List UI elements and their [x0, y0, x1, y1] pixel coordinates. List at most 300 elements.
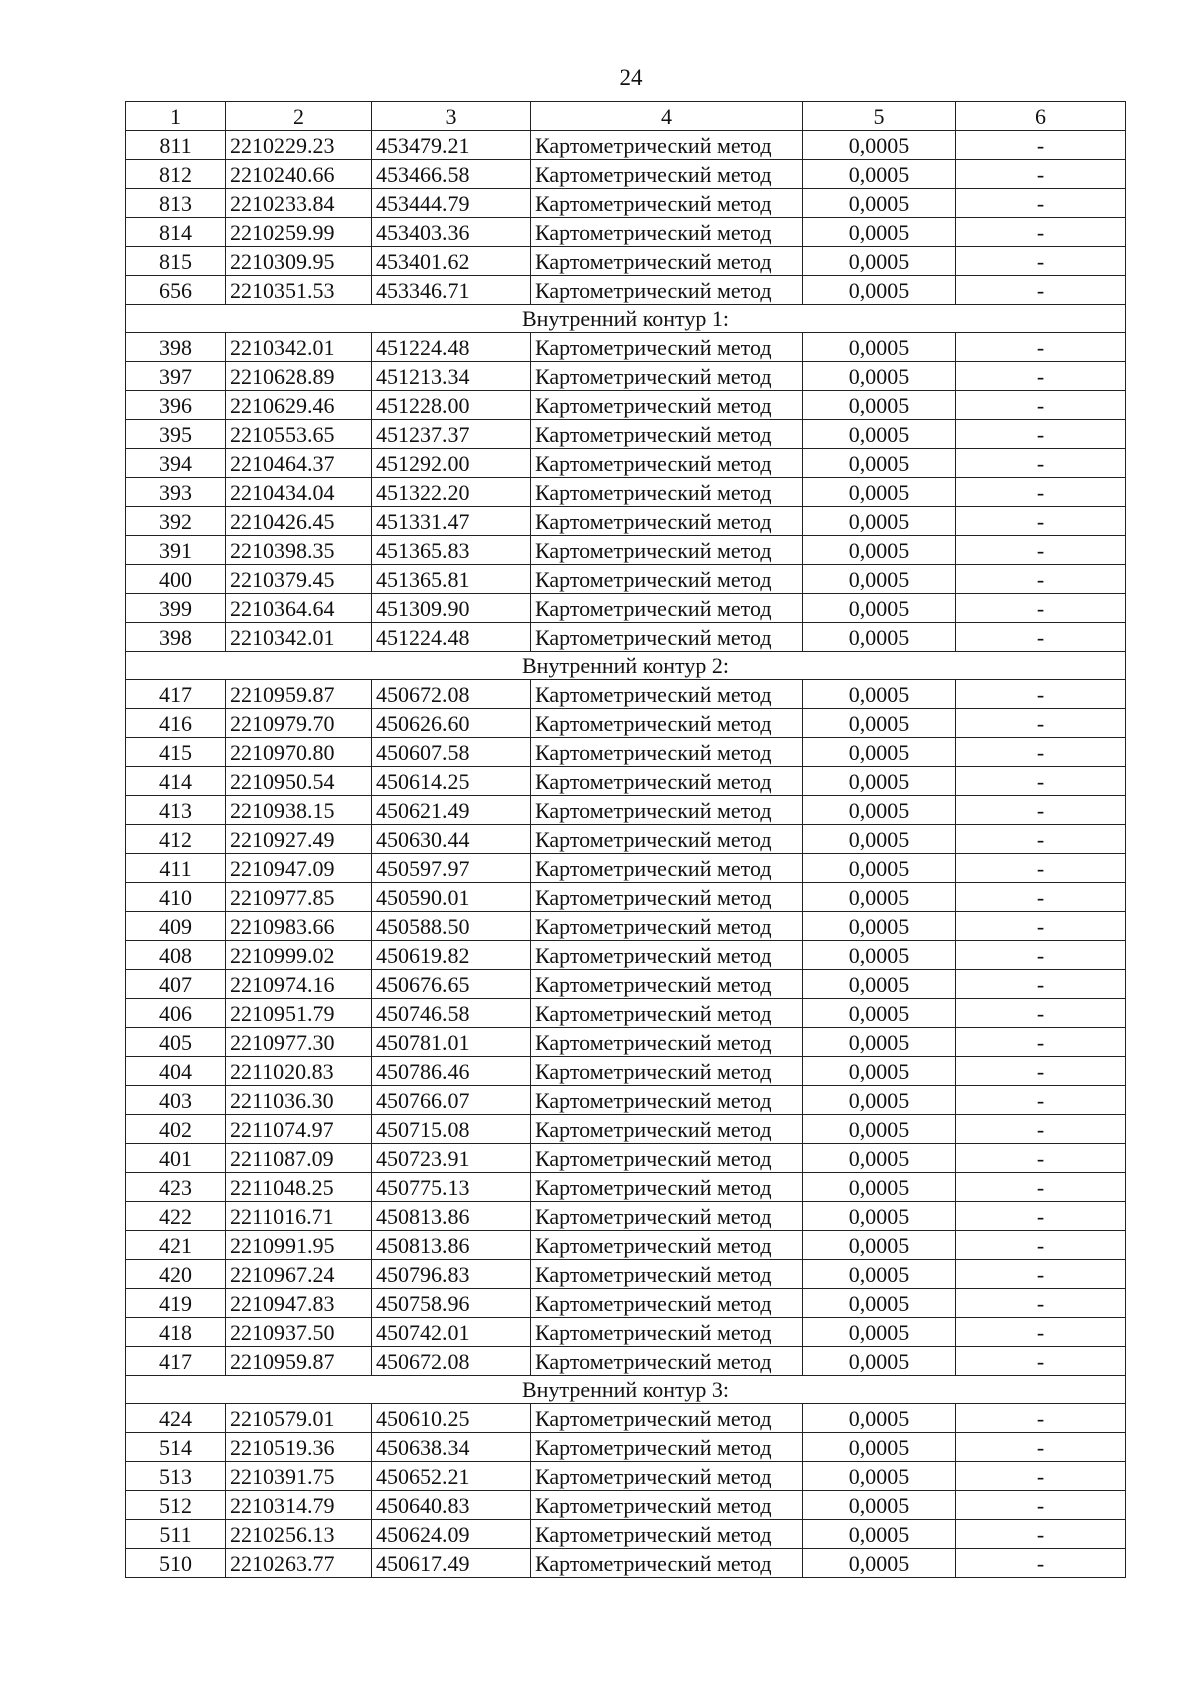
- note-cell: -: [956, 507, 1126, 536]
- method-cell: Картометрический метод: [531, 1549, 803, 1578]
- x-coordinate-cell: 2210553.65: [226, 420, 372, 449]
- y-coordinate-cell: 450597.97: [372, 854, 531, 883]
- y-coordinate-cell: 453346.71: [372, 276, 531, 305]
- x-coordinate-cell: 2211016.71: [226, 1202, 372, 1231]
- note-cell: -: [956, 333, 1126, 362]
- x-coordinate-cell: 2210426.45: [226, 507, 372, 536]
- x-coordinate-cell: 2210256.13: [226, 1520, 372, 1549]
- x-coordinate-cell: 2210951.79: [226, 999, 372, 1028]
- point-number-cell: 813: [126, 189, 226, 218]
- point-number-cell: 397: [126, 362, 226, 391]
- y-coordinate-cell: 451365.83: [372, 536, 531, 565]
- y-coordinate-cell: 450607.58: [372, 738, 531, 767]
- x-coordinate-cell: 2210229.23: [226, 131, 372, 160]
- accuracy-cell: 0,0005: [803, 999, 956, 1028]
- note-cell: -: [956, 883, 1126, 912]
- y-coordinate-cell: 450758.96: [372, 1289, 531, 1318]
- accuracy-cell: 0,0005: [803, 1086, 956, 1115]
- table-row: [126, 536, 1126, 565]
- note-cell: -: [956, 594, 1126, 623]
- method-cell: Картометрический метод: [531, 594, 803, 623]
- x-coordinate-cell: 2210464.37: [226, 449, 372, 478]
- x-coordinate-cell: 2210628.89: [226, 362, 372, 391]
- accuracy-cell: 0,0005: [803, 362, 956, 391]
- accuracy-cell: 0,0005: [803, 131, 956, 160]
- note-cell: -: [956, 1202, 1126, 1231]
- accuracy-cell: 0,0005: [803, 160, 956, 189]
- method-cell: Картометрический метод: [531, 1028, 803, 1057]
- accuracy-cell: 0,0005: [803, 680, 956, 709]
- y-coordinate-cell: 450672.08: [372, 1347, 531, 1376]
- note-cell: -: [956, 970, 1126, 999]
- point-number-cell: 391: [126, 536, 226, 565]
- method-cell: Картометрический метод: [531, 709, 803, 738]
- point-number-cell: 419: [126, 1289, 226, 1318]
- column-header: 3: [372, 102, 531, 131]
- method-cell: Картометрический метод: [531, 507, 803, 536]
- accuracy-cell: 0,0005: [803, 709, 956, 738]
- method-cell: Картометрический метод: [531, 1202, 803, 1231]
- method-cell: Картометрический метод: [531, 854, 803, 883]
- x-coordinate-cell: 2210947.83: [226, 1289, 372, 1318]
- x-coordinate-cell: 2210233.84: [226, 189, 372, 218]
- table-row: [126, 160, 1126, 189]
- table-row: [126, 1289, 1126, 1318]
- x-coordinate-cell: 2210947.09: [226, 854, 372, 883]
- point-number-cell: 400: [126, 565, 226, 594]
- accuracy-cell: 0,0005: [803, 1260, 956, 1289]
- point-number-cell: 420: [126, 1260, 226, 1289]
- y-coordinate-cell: 450813.86: [372, 1202, 531, 1231]
- point-number-cell: 421: [126, 1231, 226, 1260]
- method-cell: Картометрический метод: [531, 941, 803, 970]
- y-coordinate-cell: 450786.46: [372, 1057, 531, 1086]
- accuracy-cell: 0,0005: [803, 1549, 956, 1578]
- x-coordinate-cell: 2210967.24: [226, 1260, 372, 1289]
- table-row: [126, 767, 1126, 796]
- table-row: [126, 276, 1126, 305]
- x-coordinate-cell: 2210629.46: [226, 391, 372, 420]
- point-number-cell: 512: [126, 1491, 226, 1520]
- point-number-cell: 656: [126, 276, 226, 305]
- y-coordinate-cell: 453401.62: [372, 247, 531, 276]
- y-coordinate-cell: 450715.08: [372, 1115, 531, 1144]
- accuracy-cell: 0,0005: [803, 623, 956, 652]
- table-row: [126, 189, 1126, 218]
- point-number-cell: 409: [126, 912, 226, 941]
- y-coordinate-cell: 453403.36: [372, 218, 531, 247]
- method-cell: Картометрический метод: [531, 131, 803, 160]
- accuracy-cell: 0,0005: [803, 276, 956, 305]
- point-number-cell: 395: [126, 420, 226, 449]
- accuracy-cell: 0,0005: [803, 449, 956, 478]
- note-cell: -: [956, 1144, 1126, 1173]
- section-title: Внутренний контур 2:: [126, 652, 1126, 680]
- method-cell: Картометрический метод: [531, 1144, 803, 1173]
- method-cell: Картометрический метод: [531, 623, 803, 652]
- note-cell: -: [956, 1086, 1126, 1115]
- accuracy-cell: 0,0005: [803, 536, 956, 565]
- note-cell: -: [956, 131, 1126, 160]
- method-cell: Картометрический метод: [531, 1520, 803, 1549]
- method-cell: Картометрический метод: [531, 1057, 803, 1086]
- table-row: [126, 680, 1126, 709]
- accuracy-cell: 0,0005: [803, 565, 956, 594]
- table-row: [126, 912, 1126, 941]
- table-row: [126, 449, 1126, 478]
- note-cell: -: [956, 1318, 1126, 1347]
- note-cell: -: [956, 478, 1126, 507]
- table-row: [126, 796, 1126, 825]
- accuracy-cell: 0,0005: [803, 420, 956, 449]
- accuracy-cell: 0,0005: [803, 767, 956, 796]
- method-cell: Картометрический метод: [531, 1086, 803, 1115]
- note-cell: -: [956, 189, 1126, 218]
- x-coordinate-cell: 2210391.75: [226, 1462, 372, 1491]
- method-cell: Картометрический метод: [531, 999, 803, 1028]
- point-number-cell: 814: [126, 218, 226, 247]
- section-row: [126, 305, 1126, 333]
- point-number-cell: 812: [126, 160, 226, 189]
- x-coordinate-cell: 2210259.99: [226, 218, 372, 247]
- method-cell: Картометрический метод: [531, 1260, 803, 1289]
- x-coordinate-cell: 2210342.01: [226, 333, 372, 362]
- x-coordinate-cell: 2211036.30: [226, 1086, 372, 1115]
- method-cell: Картометрический метод: [531, 1318, 803, 1347]
- y-coordinate-cell: 450796.83: [372, 1260, 531, 1289]
- y-coordinate-cell: 450676.65: [372, 970, 531, 999]
- x-coordinate-cell: 2210379.45: [226, 565, 372, 594]
- note-cell: -: [956, 536, 1126, 565]
- y-coordinate-cell: 450652.21: [372, 1462, 531, 1491]
- table-row: [126, 507, 1126, 536]
- note-cell: -: [956, 999, 1126, 1028]
- note-cell: -: [956, 854, 1126, 883]
- accuracy-cell: 0,0005: [803, 1057, 956, 1086]
- point-number-cell: 414: [126, 767, 226, 796]
- method-cell: Картометрический метод: [531, 333, 803, 362]
- table-row: [126, 709, 1126, 738]
- section-row: [126, 1376, 1126, 1404]
- point-number-cell: 405: [126, 1028, 226, 1057]
- method-cell: Картометрический метод: [531, 825, 803, 854]
- method-cell: Картометрический метод: [531, 1289, 803, 1318]
- table-row: [126, 478, 1126, 507]
- x-coordinate-cell: 2210240.66: [226, 160, 372, 189]
- y-coordinate-cell: 450640.83: [372, 1491, 531, 1520]
- method-cell: Картометрический метод: [531, 362, 803, 391]
- table-row: [126, 738, 1126, 767]
- x-coordinate-cell: 2210974.16: [226, 970, 372, 999]
- point-number-cell: 418: [126, 1318, 226, 1347]
- accuracy-cell: 0,0005: [803, 1289, 956, 1318]
- y-coordinate-cell: 451331.47: [372, 507, 531, 536]
- table-row: [126, 1028, 1126, 1057]
- accuracy-cell: 0,0005: [803, 594, 956, 623]
- y-coordinate-cell: 450621.49: [372, 796, 531, 825]
- table-row: [126, 854, 1126, 883]
- y-coordinate-cell: 451365.81: [372, 565, 531, 594]
- accuracy-cell: 0,0005: [803, 825, 956, 854]
- y-coordinate-cell: 451224.48: [372, 623, 531, 652]
- y-coordinate-cell: 451213.34: [372, 362, 531, 391]
- point-number-cell: 510: [126, 1549, 226, 1578]
- method-cell: Картометрический метод: [531, 449, 803, 478]
- note-cell: -: [956, 709, 1126, 738]
- x-coordinate-cell: 2210977.85: [226, 883, 372, 912]
- point-number-cell: 422: [126, 1202, 226, 1231]
- y-coordinate-cell: 450617.49: [372, 1549, 531, 1578]
- method-cell: Картометрический метод: [531, 536, 803, 565]
- point-number-cell: 392: [126, 507, 226, 536]
- table-row: [126, 1173, 1126, 1202]
- y-coordinate-cell: 450614.25: [372, 767, 531, 796]
- x-coordinate-cell: 2210314.79: [226, 1491, 372, 1520]
- note-cell: -: [956, 160, 1126, 189]
- accuracy-cell: 0,0005: [803, 1520, 956, 1549]
- y-coordinate-cell: 450723.91: [372, 1144, 531, 1173]
- header-row: [126, 102, 1126, 131]
- y-coordinate-cell: 450813.86: [372, 1231, 531, 1260]
- x-coordinate-cell: 2210309.95: [226, 247, 372, 276]
- note-cell: -: [956, 825, 1126, 854]
- y-coordinate-cell: 450775.13: [372, 1173, 531, 1202]
- point-number-cell: 407: [126, 970, 226, 999]
- y-coordinate-cell: 451292.00: [372, 449, 531, 478]
- table-body: [126, 102, 1126, 1578]
- point-number-cell: 811: [126, 131, 226, 160]
- method-cell: Картометрический метод: [531, 565, 803, 594]
- accuracy-cell: 0,0005: [803, 478, 956, 507]
- point-number-cell: 401: [126, 1144, 226, 1173]
- accuracy-cell: 0,0005: [803, 189, 956, 218]
- method-cell: Картометрический метод: [531, 160, 803, 189]
- note-cell: -: [956, 391, 1126, 420]
- table-row: [126, 1231, 1126, 1260]
- x-coordinate-cell: 2211048.25: [226, 1173, 372, 1202]
- column-header: 1: [126, 102, 226, 131]
- column-header: 2: [226, 102, 372, 131]
- table-row: [126, 218, 1126, 247]
- note-cell: -: [956, 1260, 1126, 1289]
- accuracy-cell: 0,0005: [803, 391, 956, 420]
- table-row: [126, 825, 1126, 854]
- point-number-cell: 417: [126, 680, 226, 709]
- table-row: [126, 1086, 1126, 1115]
- x-coordinate-cell: 2210959.87: [226, 680, 372, 709]
- coordinates-table: [125, 101, 1126, 1578]
- page-number: 24: [619, 65, 643, 90]
- point-number-cell: 396: [126, 391, 226, 420]
- accuracy-cell: 0,0005: [803, 507, 956, 536]
- point-number-cell: 423: [126, 1173, 226, 1202]
- y-coordinate-cell: 453466.58: [372, 160, 531, 189]
- point-number-cell: 415: [126, 738, 226, 767]
- x-coordinate-cell: 2210519.36: [226, 1433, 372, 1462]
- note-cell: -: [956, 1549, 1126, 1578]
- note-cell: -: [956, 1289, 1126, 1318]
- note-cell: -: [956, 1404, 1126, 1433]
- point-number-cell: 815: [126, 247, 226, 276]
- y-coordinate-cell: 451322.20: [372, 478, 531, 507]
- table-row: [126, 1318, 1126, 1347]
- point-number-cell: 398: [126, 623, 226, 652]
- y-coordinate-cell: 453479.21: [372, 131, 531, 160]
- table-row: [126, 941, 1126, 970]
- accuracy-cell: 0,0005: [803, 1318, 956, 1347]
- y-coordinate-cell: 450588.50: [372, 912, 531, 941]
- x-coordinate-cell: 2210999.02: [226, 941, 372, 970]
- note-cell: -: [956, 912, 1126, 941]
- accuracy-cell: 0,0005: [803, 738, 956, 767]
- column-header: 5: [803, 102, 956, 131]
- note-cell: -: [956, 565, 1126, 594]
- point-number-cell: 408: [126, 941, 226, 970]
- x-coordinate-cell: 2210364.64: [226, 594, 372, 623]
- point-number-cell: 424: [126, 1404, 226, 1433]
- point-number-cell: 413: [126, 796, 226, 825]
- table-row: [126, 362, 1126, 391]
- point-number-cell: 513: [126, 1462, 226, 1491]
- point-number-cell: 399: [126, 594, 226, 623]
- table-row: [126, 1404, 1126, 1433]
- accuracy-cell: 0,0005: [803, 1433, 956, 1462]
- table-row: [126, 623, 1126, 652]
- note-cell: -: [956, 941, 1126, 970]
- point-number-cell: 411: [126, 854, 226, 883]
- table-row: [126, 1144, 1126, 1173]
- y-coordinate-cell: 453444.79: [372, 189, 531, 218]
- accuracy-cell: 0,0005: [803, 912, 956, 941]
- x-coordinate-cell: 2210434.04: [226, 478, 372, 507]
- y-coordinate-cell: 450619.82: [372, 941, 531, 970]
- table-row: [126, 131, 1126, 160]
- method-cell: Картометрический метод: [531, 912, 803, 941]
- accuracy-cell: 0,0005: [803, 1491, 956, 1520]
- point-number-cell: 394: [126, 449, 226, 478]
- table-row: [126, 1491, 1126, 1520]
- table-row: [126, 420, 1126, 449]
- table-row: [126, 565, 1126, 594]
- note-cell: -: [956, 247, 1126, 276]
- column-header: 4: [531, 102, 803, 131]
- x-coordinate-cell: 2211020.83: [226, 1057, 372, 1086]
- table-row: [126, 391, 1126, 420]
- note-cell: -: [956, 767, 1126, 796]
- y-coordinate-cell: 450766.07: [372, 1086, 531, 1115]
- method-cell: Картометрический метод: [531, 391, 803, 420]
- accuracy-cell: 0,0005: [803, 1173, 956, 1202]
- table-row: [126, 1462, 1126, 1491]
- x-coordinate-cell: 2210979.70: [226, 709, 372, 738]
- note-cell: -: [956, 1173, 1126, 1202]
- table-row: [126, 999, 1126, 1028]
- method-cell: Картометрический метод: [531, 738, 803, 767]
- point-number-cell: 403: [126, 1086, 226, 1115]
- point-number-cell: 417: [126, 1347, 226, 1376]
- x-coordinate-cell: 2210579.01: [226, 1404, 372, 1433]
- method-cell: Картометрический метод: [531, 218, 803, 247]
- x-coordinate-cell: 2210983.66: [226, 912, 372, 941]
- point-number-cell: 406: [126, 999, 226, 1028]
- method-cell: Картометрический метод: [531, 1231, 803, 1260]
- accuracy-cell: 0,0005: [803, 247, 956, 276]
- y-coordinate-cell: 450610.25: [372, 1404, 531, 1433]
- accuracy-cell: 0,0005: [803, 1404, 956, 1433]
- method-cell: Картометрический метод: [531, 420, 803, 449]
- x-coordinate-cell: 2210970.80: [226, 738, 372, 767]
- x-coordinate-cell: 2210263.77: [226, 1549, 372, 1578]
- x-coordinate-cell: 2210938.15: [226, 796, 372, 825]
- accuracy-cell: 0,0005: [803, 1144, 956, 1173]
- note-cell: -: [956, 1115, 1126, 1144]
- method-cell: Картометрический метод: [531, 767, 803, 796]
- table-row: [126, 333, 1126, 362]
- note-cell: -: [956, 449, 1126, 478]
- y-coordinate-cell: 450781.01: [372, 1028, 531, 1057]
- method-cell: Картометрический метод: [531, 1433, 803, 1462]
- y-coordinate-cell: 450624.09: [372, 1520, 531, 1549]
- note-cell: -: [956, 276, 1126, 305]
- method-cell: Картометрический метод: [531, 1347, 803, 1376]
- point-number-cell: 393: [126, 478, 226, 507]
- y-coordinate-cell: 451224.48: [372, 333, 531, 362]
- method-cell: Картометрический метод: [531, 1404, 803, 1433]
- section-row: [126, 652, 1126, 680]
- note-cell: -: [956, 1347, 1126, 1376]
- table-row: [126, 1347, 1126, 1376]
- table-row: [126, 1115, 1126, 1144]
- x-coordinate-cell: 2210950.54: [226, 767, 372, 796]
- x-coordinate-cell: 2210937.50: [226, 1318, 372, 1347]
- accuracy-cell: 0,0005: [803, 1231, 956, 1260]
- method-cell: Картометрический метод: [531, 1462, 803, 1491]
- table-row: [126, 883, 1126, 912]
- table-row: [126, 970, 1126, 999]
- y-coordinate-cell: 450630.44: [372, 825, 531, 854]
- note-cell: -: [956, 1491, 1126, 1520]
- accuracy-cell: 0,0005: [803, 883, 956, 912]
- method-cell: Картометрический метод: [531, 883, 803, 912]
- y-coordinate-cell: 450626.60: [372, 709, 531, 738]
- method-cell: Картометрический метод: [531, 1173, 803, 1202]
- x-coordinate-cell: 2210991.95: [226, 1231, 372, 1260]
- accuracy-cell: 0,0005: [803, 796, 956, 825]
- accuracy-cell: 0,0005: [803, 218, 956, 247]
- accuracy-cell: 0,0005: [803, 941, 956, 970]
- x-coordinate-cell: 2210927.49: [226, 825, 372, 854]
- y-coordinate-cell: 450742.01: [372, 1318, 531, 1347]
- method-cell: Картометрический метод: [531, 970, 803, 999]
- y-coordinate-cell: 451309.90: [372, 594, 531, 623]
- x-coordinate-cell: 2211087.09: [226, 1144, 372, 1173]
- method-cell: Картометрический метод: [531, 478, 803, 507]
- table-row: [126, 1202, 1126, 1231]
- accuracy-cell: 0,0005: [803, 1028, 956, 1057]
- point-number-cell: 398: [126, 333, 226, 362]
- point-number-cell: 404: [126, 1057, 226, 1086]
- accuracy-cell: 0,0005: [803, 1115, 956, 1144]
- note-cell: -: [956, 1462, 1126, 1491]
- point-number-cell: 402: [126, 1115, 226, 1144]
- accuracy-cell: 0,0005: [803, 854, 956, 883]
- method-cell: Картометрический метод: [531, 680, 803, 709]
- table-row: [126, 594, 1126, 623]
- x-coordinate-cell: 2210351.53: [226, 276, 372, 305]
- y-coordinate-cell: 450638.34: [372, 1433, 531, 1462]
- method-cell: Картометрический метод: [531, 796, 803, 825]
- y-coordinate-cell: 451228.00: [372, 391, 531, 420]
